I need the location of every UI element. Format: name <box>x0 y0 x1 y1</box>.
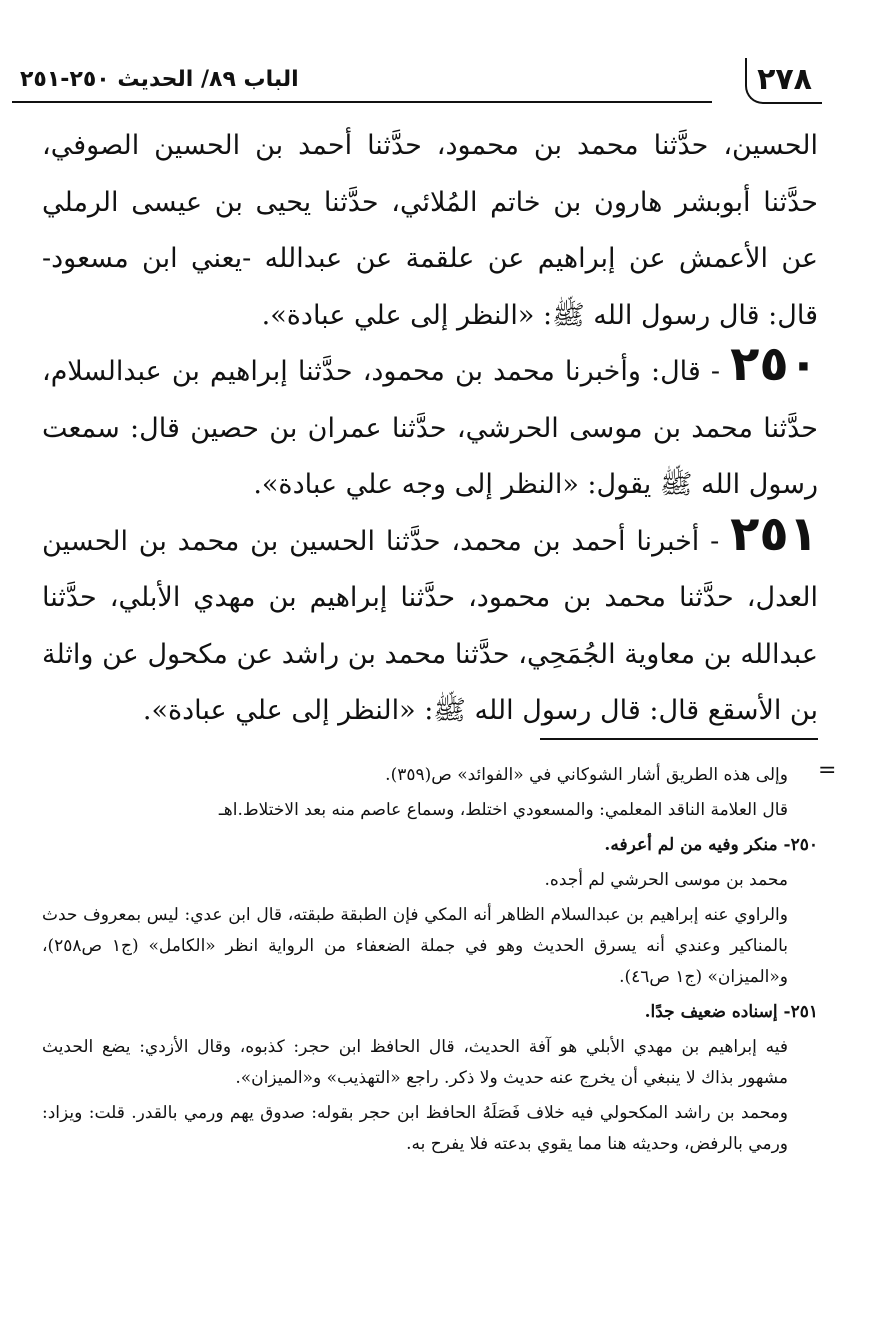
footnote-separator <box>540 738 818 740</box>
footnote-heading: ٢٥١- إسناده ضعيف جدًا. <box>644 1002 818 1022</box>
footnote-line: ومحمد بن راشد المكحولي فيه خلاف فَصَلَهُ الحافظ ابن حجر بقوله: صدوق يهم ورمي بالقدر. قلت: ويزاد: ورمي بالرفض، وحديثه هنا مما يقوي بدعته فلا يفرح به. <box>42 1103 788 1154</box>
hadith-text: أخبرنا أحمد بن محمد، حدَّثنا الحسين بن محمد بن الحسين العدل، حدَّثنا محمد بن محمود، حدَّثنا إبراهيم بن مهدي الأبلي، حدَّثنا عبدالله بن معاوية الجُمَحِي، حدَّثنا محمد بن راشد عن مكحول عن واثلة بن الأسقع قال: قال رسول الله ﷺ: «النظر إلى علي عبادة». <box>42 525 818 726</box>
footnotes <box>42 760 818 1164</box>
footnote-heading: ٢٥٠- منكر وفيه من لم أعرفه. <box>604 835 818 855</box>
hadith-251 <box>42 505 818 740</box>
hadith-number: ٢٥٠ <box>730 336 819 392</box>
hadith-250 <box>42 336 819 514</box>
hadith-dash: - <box>699 525 731 557</box>
footnote-line: وإلى هذه الطريق أشار الشوكاني في «الفوائد» ص(٣٥٩). <box>385 765 788 785</box>
hadith-number: ٢٥١ <box>730 505 818 562</box>
page-header <box>12 58 822 102</box>
page-number: ٢٧٨ <box>745 58 822 104</box>
footnote-line: والراوي عنه إبراهيم بن عبدالسلام الظاهر أنه المكي فإن الطبقة طبقته، قال ابن عدي: ليس بمعروف حدث بالمناكير وعندي أنه يسرق الحديث وهو في جملة الضعفاء من الرواية انظر «الكامل» (ج١ ص٢٥٨)، و«الميزان» (ج١ ص٤٦). <box>42 905 788 987</box>
hadith-dash: - <box>700 356 731 387</box>
continuation-mark: = <box>818 758 837 783</box>
continuation-paragraph: الحسين، حدَّثنا محمد بن محمود، حدَّثنا أحمد بن الحسين الصوفي، حدَّثنا أبوبشر هارون بن خاتم المُلائي، حدَّثنا يحيى بن عيسى الرملي عن الأعمش عن إبراهيم عن علقمة عن عبدالله -يعني ابن مسعود- قال: قال رسول الله ﷺ: «النظر إلى علي عبادة». <box>42 130 818 331</box>
running-title: الباب ٨٩/ الحديث ٢٥٠-٢٥١ <box>20 67 299 92</box>
footnote-line: فيه إبراهيم بن مهدي الأبلي هو آفة الحديث، قال الحافظ ابن حجر: كذبوه، وقال الأزدي: يضع الحديث مشهور بذاك لا ينبغي أن يخرج عنه حديث ولا ذكر. راجع «التهذيب» و«الميزان». <box>42 1037 788 1088</box>
header-rule <box>12 101 712 103</box>
footnote-line: محمد بن موسى الحرشي لم أجده. <box>544 870 788 890</box>
main-text <box>42 118 818 740</box>
hadith-text: قال: وأخبرنا محمد بن محمود، حدَّثنا إبراهيم بن عبدالسلام، حدَّثنا محمد بن موسى الحرشي، حدَّثنا عمران بن حصين قال: سمعت رسول الله ﷺ يقول: «النظر إلى وجه علي عبادة». <box>42 356 818 500</box>
footnote-line: قال العلامة الناقد المعلمي: والمسعودي اختلط، وسماع عاصم منه بعد الاختلاط.اهـ <box>218 800 788 820</box>
